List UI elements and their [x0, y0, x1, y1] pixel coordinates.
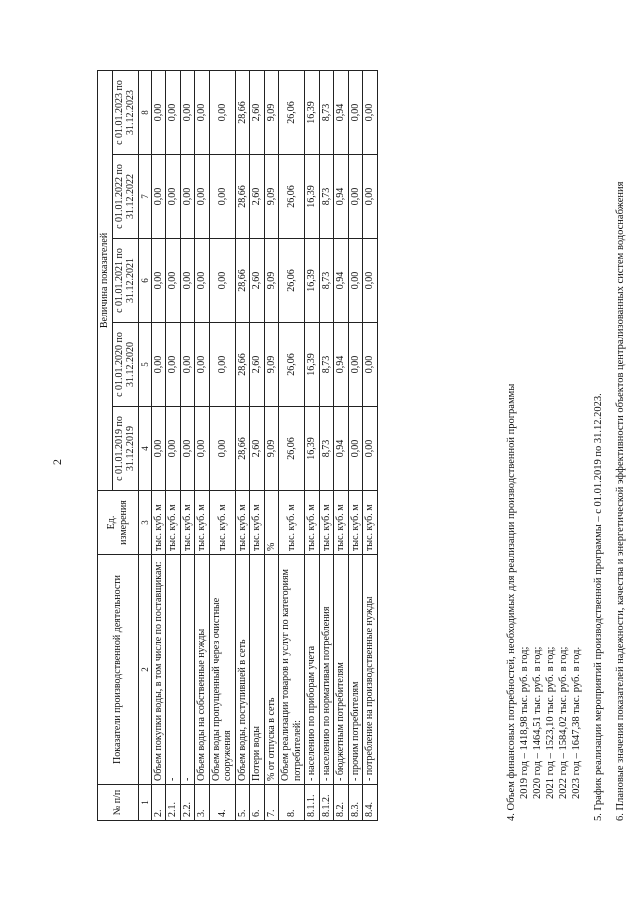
- row-value: 0,00: [363, 323, 378, 407]
- row-value: 0,00: [209, 407, 235, 491]
- table-row: [250, 71, 265, 821]
- row-value: 0,00: [348, 155, 363, 239]
- row-unit: тыс. куб. м: [319, 491, 334, 555]
- column-number: 5: [138, 323, 151, 407]
- row-value: 9,09: [264, 239, 279, 323]
- row-indicator: Объем воды на собственные нужды: [195, 555, 210, 785]
- row-unit: тыс. куб. м: [279, 491, 305, 555]
- row-number: 4.: [209, 785, 235, 821]
- notes-section: [505, 71, 627, 821]
- row-value: 0,00: [348, 239, 363, 323]
- row-value: 0,00: [195, 239, 210, 323]
- header-indicator: Показатели производственной деятельности: [98, 555, 139, 785]
- row-value: 26,06: [279, 407, 305, 491]
- section-4-year: 2023 год – 1647,38 тыс. руб. в год.: [571, 646, 582, 799]
- table-row: [334, 71, 349, 821]
- row-number: 8.4.: [363, 785, 378, 821]
- row-value: 16,39: [305, 155, 320, 239]
- row-unit: тыс. куб. м: [180, 491, 195, 555]
- row-value: 0,00: [151, 239, 166, 323]
- header-period: с 01.01.2022 по 31.12.2022: [112, 155, 138, 239]
- row-value: 28,66: [235, 239, 250, 323]
- row-value: 0,00: [180, 323, 195, 407]
- row-value: 8,73: [319, 71, 334, 155]
- row-value: 0,00: [195, 407, 210, 491]
- row-value: 2,60: [250, 71, 265, 155]
- row-value: 0,00: [151, 71, 166, 155]
- row-value: 0,00: [166, 323, 181, 407]
- row-value: 28,66: [235, 323, 250, 407]
- table-row: [180, 71, 195, 821]
- row-value: 16,39: [305, 71, 320, 155]
- row-value: 0,94: [334, 407, 349, 491]
- row-value: 0,00: [209, 323, 235, 407]
- header-values-group: Величина показателей: [98, 71, 113, 491]
- row-unit: %: [264, 491, 279, 555]
- row-number: 3.: [195, 785, 210, 821]
- row-number: 8.3.: [348, 785, 363, 821]
- row-indicator: % от отпуска в сеть: [264, 555, 279, 785]
- row-value: 28,66: [235, 407, 250, 491]
- table-row: [151, 71, 166, 821]
- row-indicator: -: [180, 555, 195, 785]
- header-period: с 01.01.2020 по 31.12.2020: [112, 323, 138, 407]
- row-value: 2,60: [250, 323, 265, 407]
- section-4-heading: 4. Объем финансовых потребностей, необходимых для реализации производственной программы: [506, 383, 517, 821]
- table-row: [166, 71, 181, 821]
- row-value: 26,06: [279, 323, 305, 407]
- row-indicator: - прочим потребителям: [348, 555, 363, 785]
- row-value: 0,00: [180, 407, 195, 491]
- table-row: [363, 71, 378, 821]
- row-number: 8.1.1.: [305, 785, 320, 821]
- row-indicator: Потери воды: [250, 555, 265, 785]
- row-indicator: Объем реализации товаров и услуг по категориям потребителей:: [279, 555, 305, 785]
- row-value: 26,06: [279, 155, 305, 239]
- row-indicator: - бюджетным потребителям: [334, 555, 349, 785]
- table-row: [195, 71, 210, 821]
- row-indicator: - потребление на производственные нужды: [363, 555, 378, 785]
- row-number: 2.1.: [166, 785, 181, 821]
- row-value: 28,66: [235, 155, 250, 239]
- row-number: 8.1.2.: [319, 785, 334, 821]
- row-value: 0,00: [348, 71, 363, 155]
- row-value: 0,00: [151, 323, 166, 407]
- header-no: № п/п: [98, 785, 139, 821]
- row-value: 0,00: [363, 71, 378, 155]
- table-row: [348, 71, 363, 821]
- row-number: 5.: [235, 785, 250, 821]
- row-number: 2.2.: [180, 785, 195, 821]
- row-value: 0,94: [334, 323, 349, 407]
- column-number: 7: [138, 155, 151, 239]
- table-row: [235, 71, 250, 821]
- row-number: 8.: [279, 785, 305, 821]
- column-number: 2: [138, 555, 151, 785]
- header-period: с 01.01.2023 по 31.12.2023: [112, 71, 138, 155]
- header-period: с 01.01.2021 по 31.12.2021: [112, 239, 138, 323]
- row-unit: тыс. куб. м: [166, 491, 181, 555]
- row-unit: тыс. куб. м: [209, 491, 235, 555]
- row-value: 0,94: [334, 155, 349, 239]
- row-indicator: - населению по нормативам потребления: [319, 555, 334, 785]
- indicators-table: [97, 70, 378, 821]
- row-value: 0,00: [363, 407, 378, 491]
- table-body: [151, 71, 377, 821]
- row-value: 0,00: [166, 239, 181, 323]
- row-value: 28,66: [235, 71, 250, 155]
- row-indicator: Объем воды пропущенный через очистные сооружения: [209, 555, 235, 785]
- table-row: [319, 71, 334, 821]
- row-value: 8,73: [319, 155, 334, 239]
- row-value: 2,60: [250, 407, 265, 491]
- row-value: 9,09: [264, 155, 279, 239]
- row-value: 0,00: [209, 71, 235, 155]
- row-indicator: -: [166, 555, 181, 785]
- row-number: 7.: [264, 785, 279, 821]
- row-value: 2,60: [250, 155, 265, 239]
- row-value: 2,60: [250, 239, 265, 323]
- row-value: 26,06: [279, 239, 305, 323]
- row-value: 9,09: [264, 407, 279, 491]
- row-unit: тыс. куб. м: [250, 491, 265, 555]
- row-value: 0,00: [166, 407, 181, 491]
- row-value: 0,00: [180, 239, 195, 323]
- row-value: 0,00: [151, 407, 166, 491]
- row-value: 0,94: [334, 71, 349, 155]
- row-value: 9,09: [264, 71, 279, 155]
- row-value: 0,00: [209, 155, 235, 239]
- row-value: 0,94: [334, 239, 349, 323]
- row-number: 6.: [250, 785, 265, 821]
- column-number: 4: [138, 407, 151, 491]
- row-value: 0,00: [180, 71, 195, 155]
- row-number: 2.: [151, 785, 166, 821]
- row-value: 0,00: [180, 155, 195, 239]
- row-value: 0,00: [209, 239, 235, 323]
- row-value: 16,39: [305, 407, 320, 491]
- row-indicator: - населению по приборам учета: [305, 555, 320, 785]
- row-indicator: Объем покупки воды, в том числе по поставщикам:: [151, 555, 166, 785]
- header-unit: Ед. измерения: [98, 491, 139, 555]
- table-row: [279, 71, 305, 821]
- row-value: 9,09: [264, 323, 279, 407]
- row-unit: тыс. куб. м: [348, 491, 363, 555]
- row-value: 0,00: [166, 71, 181, 155]
- section-4-year: 2022 год – 1584,02 тыс. руб. в год;: [558, 646, 569, 799]
- column-number: 6: [138, 239, 151, 323]
- row-number: 8.2.: [334, 785, 349, 821]
- section-5-text: 5. График реализации мероприятий производственной программы – с 01.01.2019 по 31.12.2023.: [593, 393, 604, 821]
- row-indicator: Объем воды, поступившей в сеть: [235, 555, 250, 785]
- row-value: 0,00: [195, 155, 210, 239]
- row-value: 0,00: [166, 155, 181, 239]
- row-value: 0,00: [151, 155, 166, 239]
- row-value: 0,00: [348, 323, 363, 407]
- row-value: 0,00: [363, 155, 378, 239]
- header-period: с 01.01.2019 по 31.12.2019: [112, 407, 138, 491]
- row-unit: тыс. куб. м: [334, 491, 349, 555]
- row-value: 8,73: [319, 407, 334, 491]
- section-4-year: 2020 год – 1464,51 тыс. руб. в год;: [532, 646, 543, 799]
- section-4-year: 2021 год – 1523,10 тыс. руб. в год;: [545, 646, 556, 799]
- table-row: [209, 71, 235, 821]
- row-value: 0,00: [363, 239, 378, 323]
- page-number: 2: [50, 459, 64, 465]
- row-unit: тыс. куб. м: [363, 491, 378, 555]
- section-6-text: 6. Плановые значения показателей надежности, качества и энергетической эффективности объектов централизованных систем водоснабжения: [615, 181, 626, 821]
- row-value: 8,73: [319, 239, 334, 323]
- table-row: [305, 71, 320, 821]
- row-unit: тыс. куб. м: [195, 491, 210, 555]
- row-value: 26,06: [279, 71, 305, 155]
- row-value: 8,73: [319, 323, 334, 407]
- section-4-year: 2019 год – 1418,98 тыс. руб. в год;: [519, 646, 530, 799]
- row-value: 16,39: [305, 239, 320, 323]
- row-value: 0,00: [195, 323, 210, 407]
- row-unit: тыс. куб. м: [235, 491, 250, 555]
- row-unit: тыс. куб. м: [151, 491, 166, 555]
- column-number: 3: [138, 491, 151, 555]
- table-row: [264, 71, 279, 821]
- column-number: 8: [138, 71, 151, 155]
- row-value: 0,00: [348, 407, 363, 491]
- row-unit: тыс. куб. м: [305, 491, 320, 555]
- row-value: 0,00: [195, 71, 210, 155]
- row-value: 16,39: [305, 323, 320, 407]
- column-number: 1: [138, 785, 151, 821]
- column-numbers-row: [138, 71, 151, 821]
